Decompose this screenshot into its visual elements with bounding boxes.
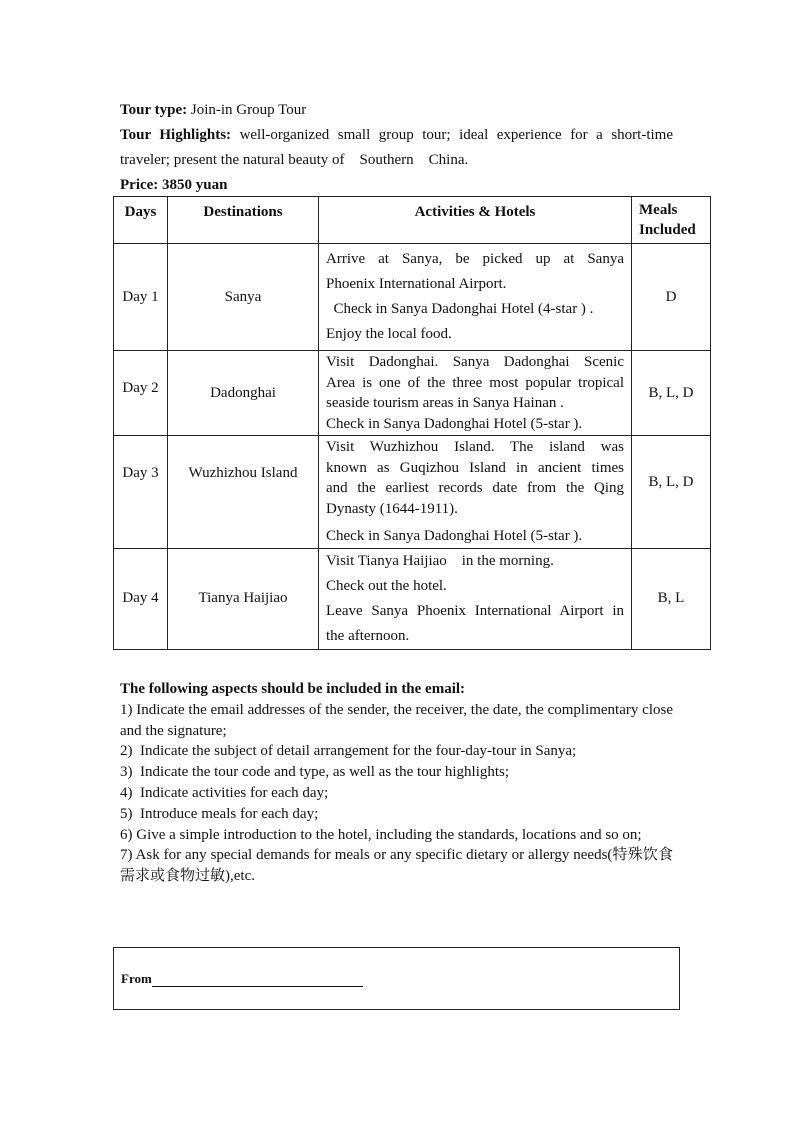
header-meals: Meals Included	[632, 197, 711, 244]
header-activities: Activities & Hotels	[319, 197, 632, 244]
activity-line: Check in Sanya Dadonghai Hotel (4-star ) .	[326, 301, 594, 317]
tour-type-label: Tour type:	[120, 102, 188, 118]
day-cell: Day 4	[114, 548, 168, 649]
activity-line: Check in Sanya Dadonghai Hotel (5-star ).	[326, 528, 583, 544]
activity-line: known as Guqizhou Island in ancient times	[326, 459, 624, 476]
destination-cell: Wuzhizhou Island	[168, 436, 319, 549]
requirement-item: 5) Introduce meals for each day;	[120, 805, 319, 822]
email-answer-box	[113, 947, 680, 1010]
requirement-item: 7) Ask for any special demands for meals or any specific dietary or allergy needs(特殊饮食需求或食物过敏),etc.	[120, 847, 673, 885]
activity-line: Area is one of the three most popular tropical	[326, 374, 624, 391]
table-row	[114, 351, 711, 436]
activities-cell	[319, 436, 632, 549]
from-input-line[interactable]	[152, 986, 363, 987]
meals-cell: B, L, D	[632, 436, 711, 549]
day-cell: Day 1	[114, 244, 168, 351]
highlights-label: Tour Highlights:	[120, 127, 232, 143]
activity-line: Phoenix International Airport.	[326, 276, 507, 292]
activity-line: Leave Sanya Phoenix International Airport in	[326, 602, 624, 619]
requirements-heading: The following aspects should be included in the email:	[120, 681, 466, 697]
from-label: From	[121, 971, 152, 986]
activity-line: Visit Dadonghai. Sanya Dadonghai Scenic	[326, 354, 624, 370]
activities-cell	[319, 244, 632, 351]
table-row	[114, 436, 711, 549]
meals-cell: B, L	[632, 548, 711, 649]
header-days: Days	[114, 197, 168, 244]
highlights-line	[120, 125, 673, 145]
meals-cell: D	[632, 244, 711, 351]
requirements-block	[120, 679, 673, 887]
requirement-item: 3) Indicate the tour code and type, as well as the tour highlights;	[120, 764, 510, 781]
activity-line: Dynasty (1644-1911).	[326, 500, 458, 517]
table-row	[114, 244, 711, 351]
price-line: Price: 3850 yuan	[120, 177, 228, 193]
requirement-item: 2) Indicate the subject of detail arrangement for the four-day-tour in Sanya;	[120, 743, 577, 760]
tour-type-line	[120, 100, 306, 120]
activity-line: Enjoy the local food.	[326, 326, 452, 342]
activity-line: Check out the hotel.	[326, 577, 447, 594]
highlights-text-1: well-organized small group tour; ideal experience for a short-time	[239, 127, 674, 143]
requirement-item: 4) Indicate activities for each day;	[120, 784, 329, 801]
activity-line: Arrive at Sanya, be picked up at Sanya	[326, 251, 624, 267]
header-destinations: Destinations	[168, 197, 319, 244]
day-cell: Day 2	[114, 351, 168, 436]
activity-line: seaside tourism areas in Sanya Hainan .	[326, 395, 564, 411]
activity-line: Visit Tianya Haijiao in the morning.	[326, 552, 554, 569]
tour-type-value: Join-in Group Tour	[190, 102, 307, 118]
requirement-item: 6) Give a simple introduction to the hotel, including the standards, locations and so on;	[120, 826, 642, 843]
itinerary-table	[113, 196, 711, 650]
highlights-text-2: traveler; present the natural beauty of Southern China.	[120, 152, 469, 168]
destination-cell: Dadonghai	[168, 351, 319, 436]
day-cell: Day 3	[114, 436, 168, 549]
meals-cell: B, L, D	[632, 351, 711, 436]
activity-line: Visit Wuzhizhou Island. The island was	[326, 439, 624, 455]
table-header-row	[114, 197, 711, 244]
destination-cell: Tianya Haijiao	[168, 548, 319, 649]
activities-cell	[319, 548, 632, 649]
activities-cell	[319, 351, 632, 436]
activity-line: and the earliest records date from the Qing	[326, 480, 624, 496]
activity-line: Check in Sanya Dadonghai Hotel (5-star ).	[326, 415, 583, 432]
table-row	[114, 548, 711, 649]
activity-line: the afternoon.	[326, 627, 410, 644]
destination-cell: Sanya	[168, 244, 319, 351]
requirement-item: 1) Indicate the email addresses of the sender, the receiver, the date, the complimentary close and the signature;	[120, 701, 673, 739]
